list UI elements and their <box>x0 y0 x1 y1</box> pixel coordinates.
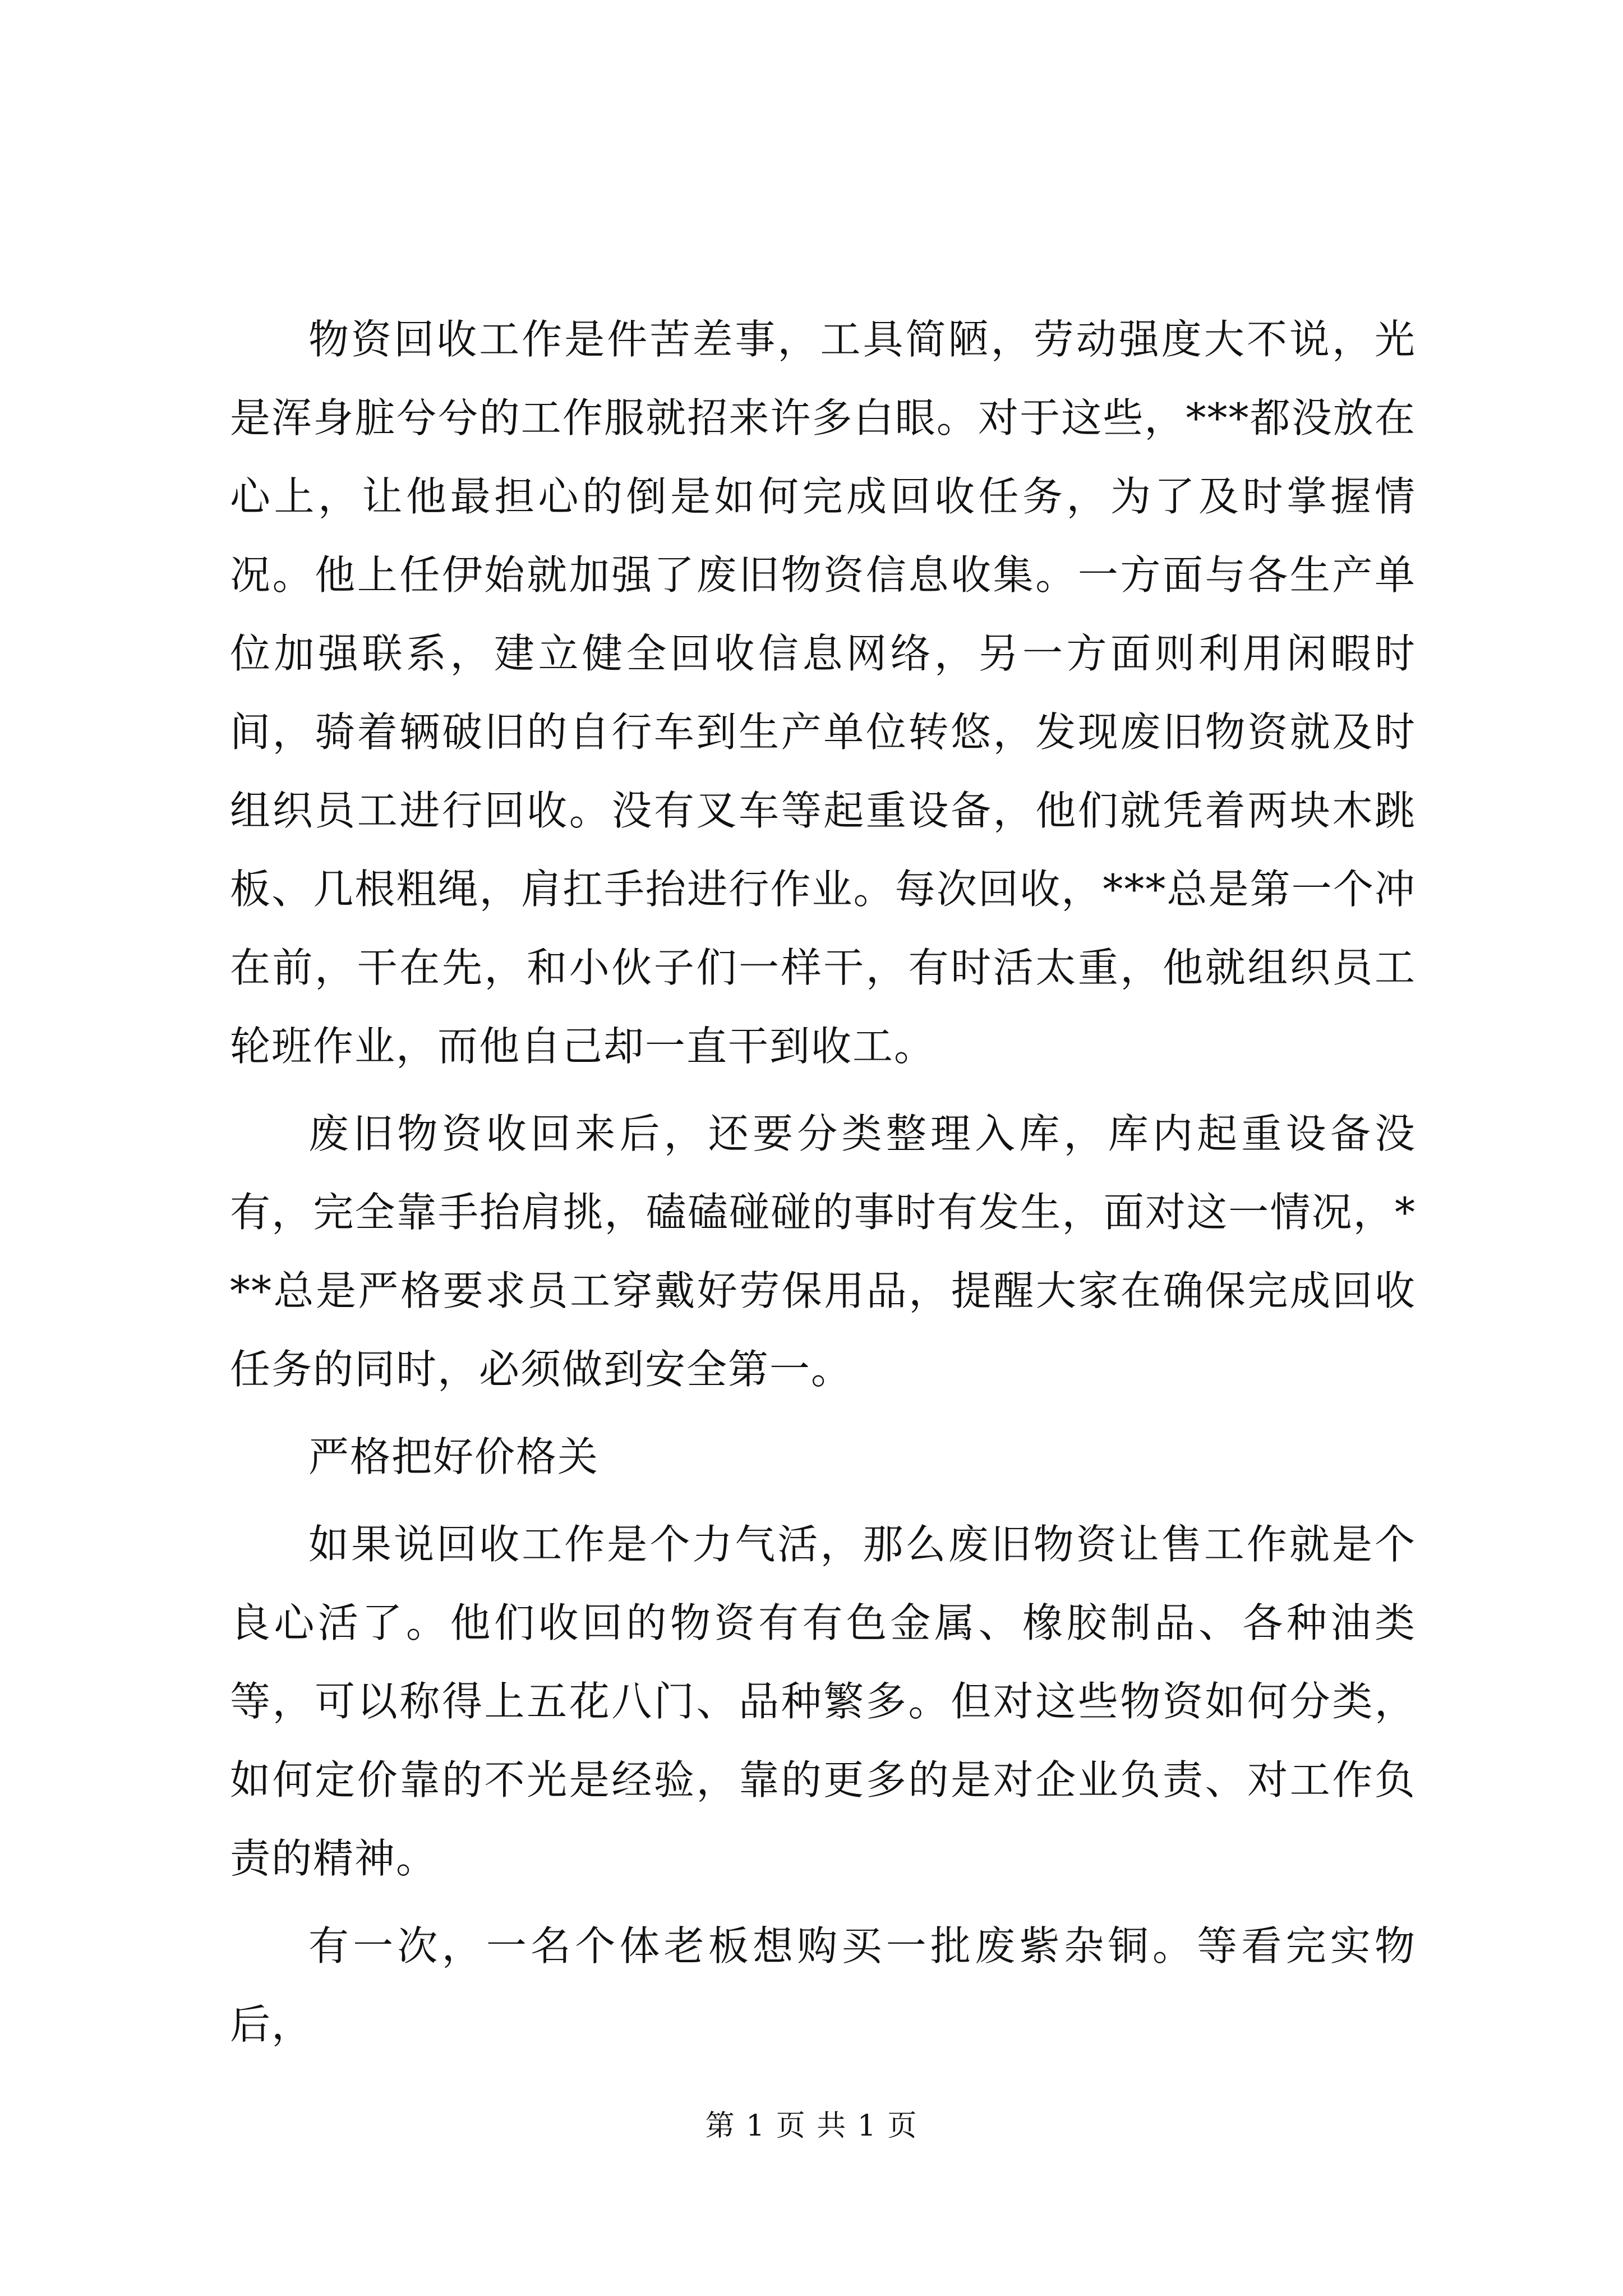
section-heading-price-control: 严格把好价格关 <box>308 1433 600 1480</box>
paragraph-recycling-work: 物资回收工作是件苦差事，工具简陋，劳动强度大不说，光是浑身脏兮兮的工作服就招来许多白眼。对于这些，***都没放在心上，让他最担心的倒是如何完成回收任务，为了及时掌握情况。他上任伊始就加强了废旧物资信息收集。一方面与各生产单位加强联系，建立健全回收信息网络，另一方面则利用闲暇时间，骑着辆破旧的自行车到生产单位转悠，发现废旧物资就及时组织员工进行回收。没有叉车等起重设备，他们就凭着两块木跳板、几根粗绳，肩扛手抬进行作业。每次回收，***总是第一个冲在前，干在先，和小伙子们一样干，有时活太重，他就组织员工轮班作业，而他自己却一直干到收工。 <box>230 316 1416 1070</box>
paragraph-sales-work: 如果说回收工作是个力气活，那么废旧物资让售工作就是个良心活了。他们收回的物资有有色金属、橡胶制品、各种油类等，可以称得上五花八门、品种繁多。但对这些物资如何分类，如何定价靠的不光是经验，靠的更多的是对企业负责、对工作负责的精神。 <box>230 1521 1416 1882</box>
paragraph-copper-buyer: 有一次，一名个体老板想购买一批废紫杂铜。等看完实物后， <box>230 1922 1416 2048</box>
page-number-footer: 第 1 页 共 1 页 <box>705 2109 918 2143</box>
paragraph-sorting-storage: 废旧物资收回来后，还要分类整理入库，库内起重设备没有，完全靠手抬肩挑，磕磕碰碰的事时有发生，面对这一情况，***总是严格要求员工穿戴好劳保用品，提醒大家在确保完成回收任务的同时，必须做到安全第一。 <box>230 1110 1416 1393</box>
document-body <box>230 300 1416 2064</box>
